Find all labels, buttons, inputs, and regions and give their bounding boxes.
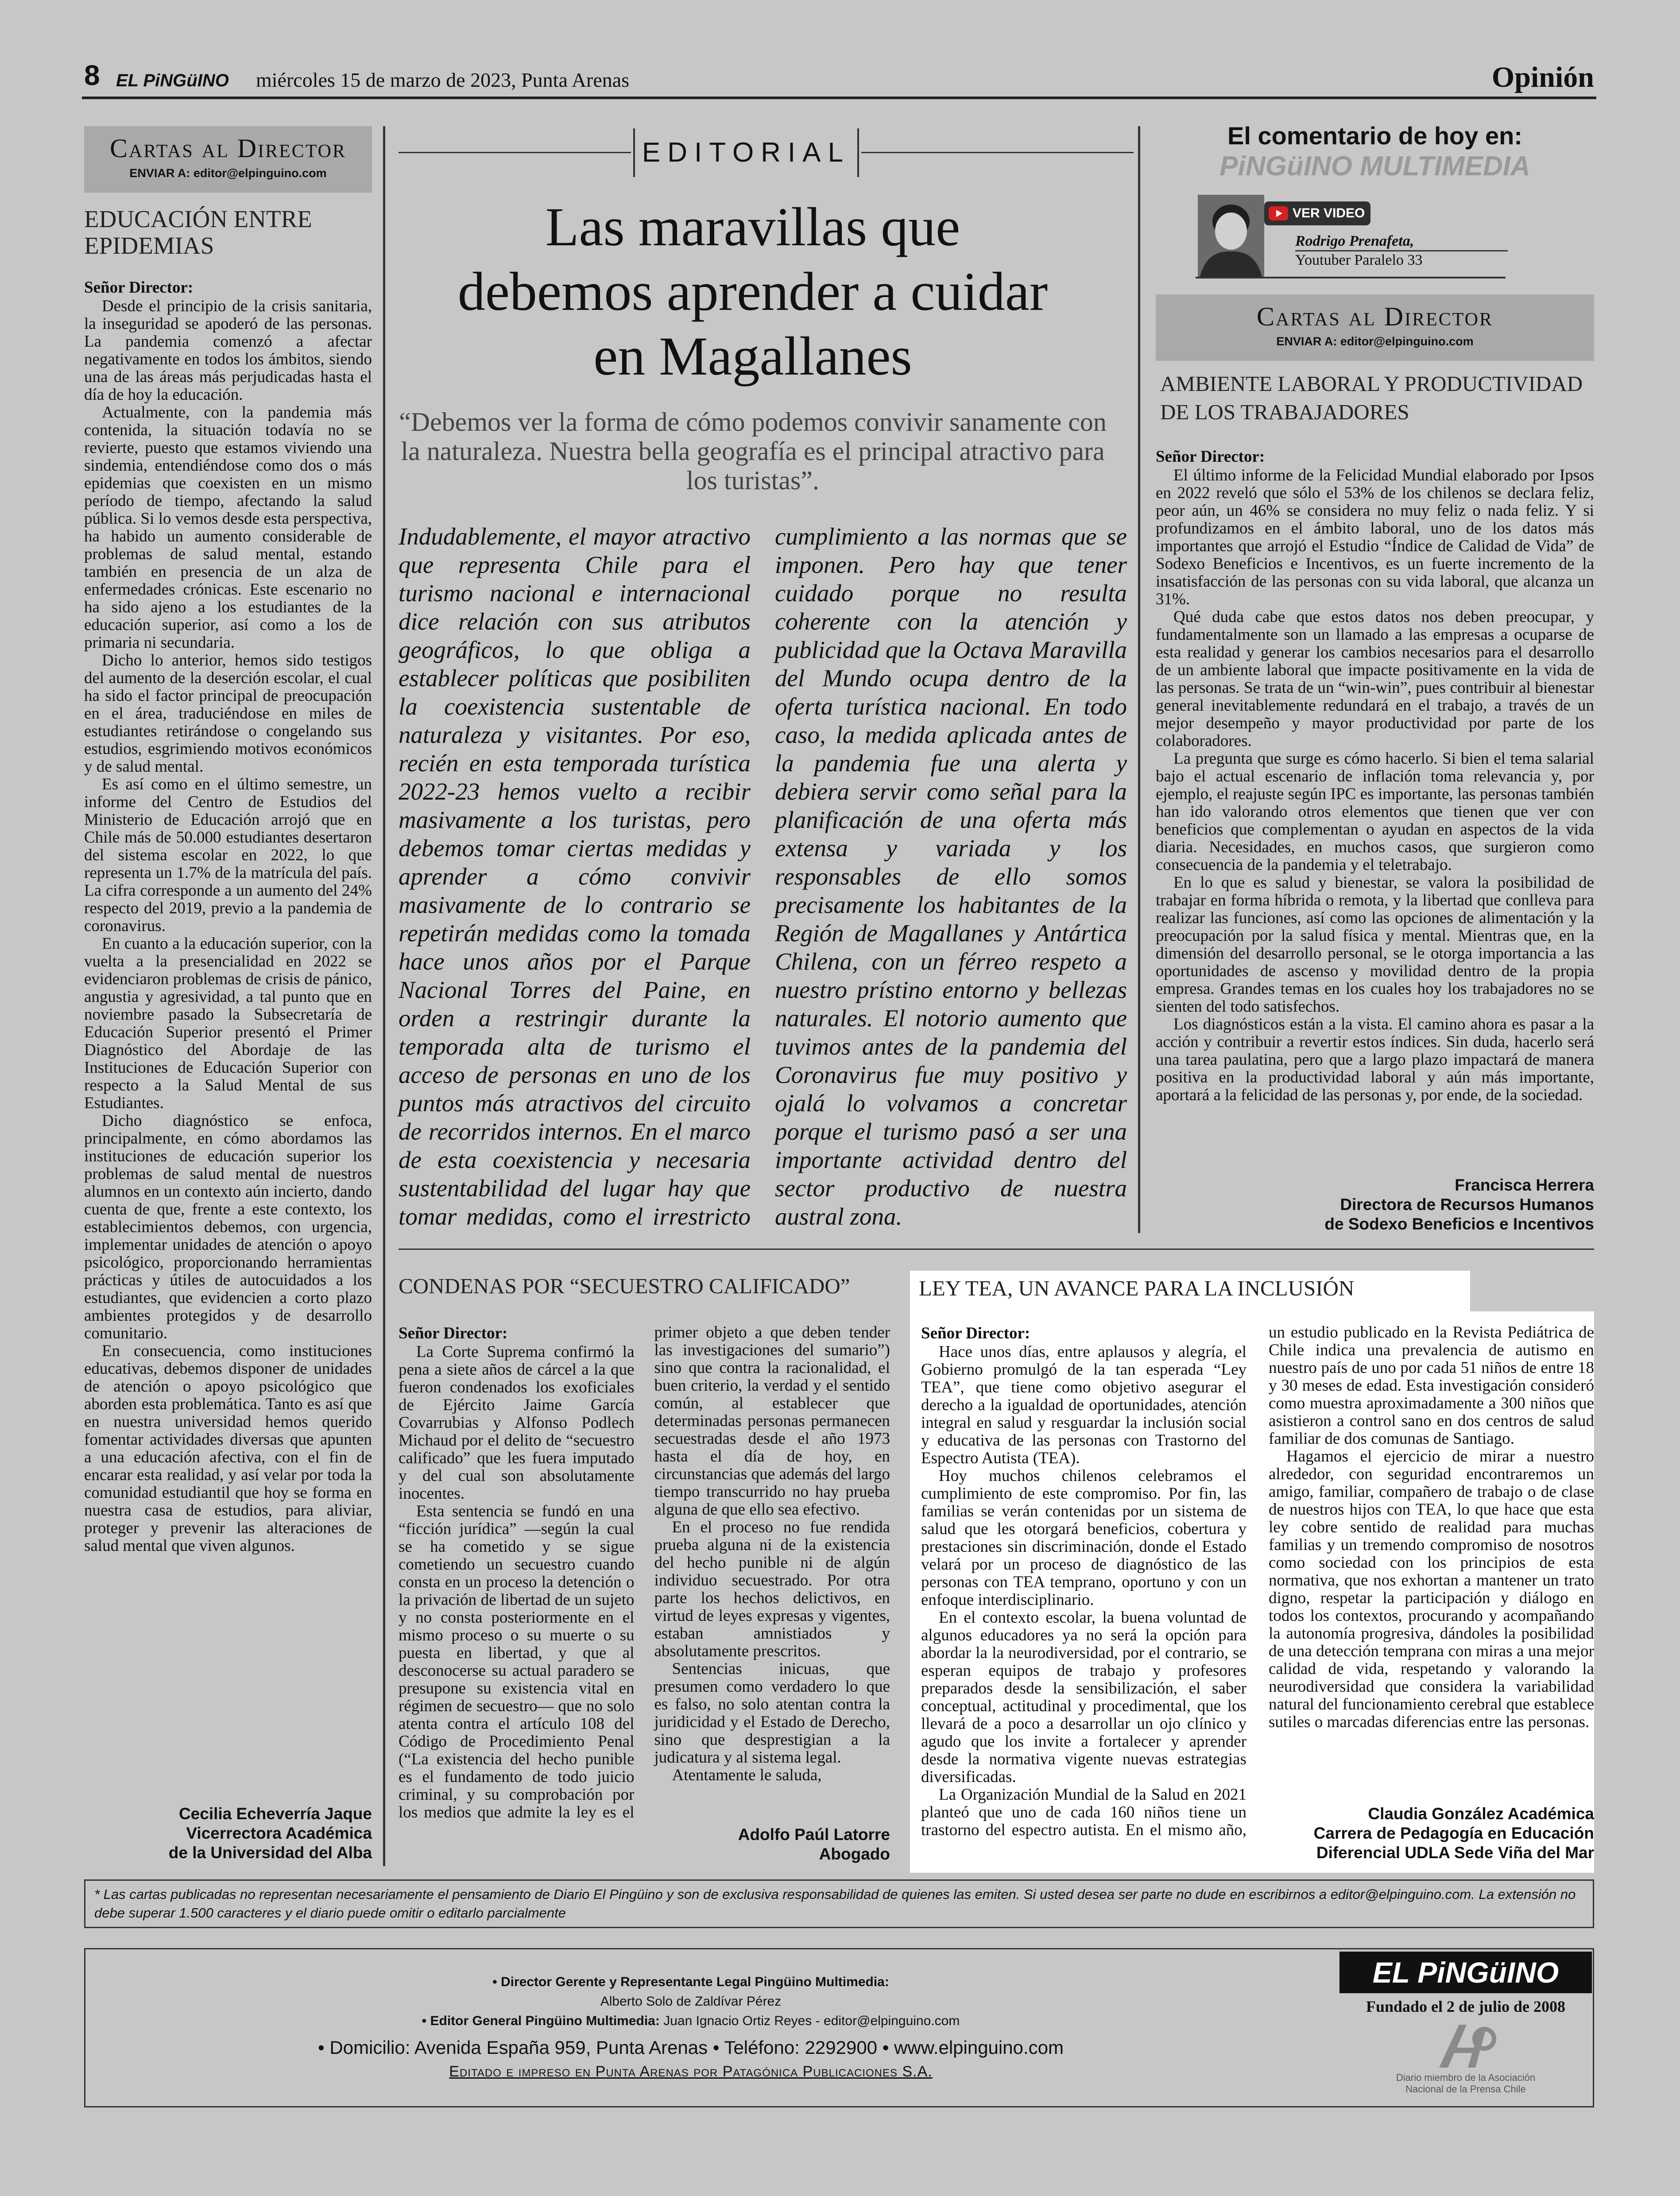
signature-line: Directora de Recursos Humanos — [1340, 1195, 1594, 1214]
left-letter-paragraph: Dicho diagnóstico se enfoca, principalmente, en cómo abordamos las instituciones de educación superior los problemas de salud mental de nuestros alumnos en un contexto aún incierto, dando cuenta de que, frente a este contexto, los establecimientos debemos, con urgencia, implementar unidades de atención o apoyo psicológico, proporcionando herramientas prácticas y útiles de autocuidados a los estudiantes, que evidencien a corto plazo ambientes protegidos y de desarrollo comunitario. — [84, 1112, 372, 1342]
cartas-title: Cartas al Director — [109, 134, 347, 163]
left-letter-signature — [84, 1804, 372, 1863]
editorial-rule-right — [861, 152, 1134, 153]
tea-paragraph: Hoy muchos chilenos celebramos el cumplimiento de este compromiso. Por fin, las familias se verán contenidas por un sistema de salud que les otorgará beneficios, cobertura y prestaciones sin discriminación, donde el Estado velará por un proceso de diagnóstico de las personas con TEA temprano, oportuno y con un enfoque interdisciplinario. — [921, 1467, 1246, 1609]
editorial-title: Las maravillas que debemos aprender a cuidar en Magallanes — [457, 197, 1048, 387]
header-rule — [82, 97, 1596, 99]
presenter-role: Youtuber Paralelo 33 — [1295, 252, 1423, 268]
editorial-label-box — [633, 128, 859, 177]
disclaimer-box — [84, 1879, 1594, 1928]
tea-paragraph: En el contexto escolar, la buena voluntad de algunos educadores ya no será la opción para abordar la la neurodiversidad, por el contrario, se esperan equipos de trabajo y profesores preparados desde la sensibilización, el saber conceptual, actitudinal y procedimental, que los llevará de a poco a desarrollar un ojo clínico y agudo que los invite a fortalecer y aprender desde la normativa vigente nuevas estrategias diversificadas. — [921, 1608, 1246, 1786]
cartas-box-right — [1156, 294, 1594, 361]
condenas-paragraph: Sentencias inicuas, que presumen como verdadero lo que es falso, no solo atentan contra la juridicidad y el Estado de Derecho, sino que desprestigian a la judicatura y al sistema legal. — [654, 1660, 890, 1767]
left-letter-paragraph: En consecuencia, como instituciones educativas, debemos disponer de unidades de atención o apoyo psicológico que aborden esta problemática. Tanto es así que en nuestra universidad hemos querido fomentar actividades diversas que apunten a una educación afectiva, con el fin de encarar esta realidad, y así velar por toda la comunidad estudiantil que hoy se forma en nuestra casa de estudios, para aliviar, proteger y prevenir las alteraciones de salud mental que viven algunos. — [84, 1342, 372, 1555]
right-letter-salute: Señor Director: — [1156, 448, 1265, 466]
anp-text: Diario miembro de la Asociación Nacional de la Prensa Chile — [1396, 2072, 1536, 2095]
person-icon — [1198, 195, 1264, 277]
footer-credits — [248, 1972, 1134, 2081]
condenas-letter — [399, 1324, 890, 1829]
contact-line: • Domicilio: Avenida España 959, Punta Arenas • Teléfono: 2292900 • www.elpinguino.com — [318, 2037, 1064, 2058]
printed-line: Editado e impreso en Punta Arenas por Patagónica Publicaciones S.A. — [449, 2063, 933, 2080]
signature-line: Francisca Herrera — [1455, 1176, 1594, 1194]
editorial-rule-left — [399, 152, 631, 153]
editor-line — [248, 2011, 1134, 2031]
presenter-caption — [1295, 232, 1508, 269]
tea-letter — [921, 1324, 1594, 1846]
multimedia-rule — [1196, 277, 1506, 278]
director-name: Alberto Solo de Zaldívar Pérez — [600, 1994, 782, 2009]
tea-signature — [1258, 1804, 1594, 1863]
page-number: 8 — [84, 59, 100, 91]
left-letter-salute: Señor Director: — [84, 278, 194, 297]
footer-logo-text: EL PiNGüINO — [1372, 1956, 1559, 1989]
left-letter-paragraph: Actualmente, con la pandemia más contenida, la situación todavía no se revierte, puesto que estamos viviendo una sindemia, entendiéndose como dos o más epidemias que coexisten en un mismo período de tiempo, afectando la salud pública. Si lo vemos desde esta perspectiva, ha habido un aumento considerable de problemas de salud mental, estando también en presencia de un alza de enfermedades crónicas. Este escenario no ha sido ajeno a los estudiantes de la educación superior, así como a los de primaria ni secundaria. — [84, 403, 372, 652]
right-letter-paragraph: La pregunta que surge es cómo hacerlo. Si bien el tema salarial bajo el actual escenario de inflación toma relevancia y, por ejemplo, el reajuste según IPC es importante, las personas también han ido valorando otros elementos que tienen que ver con beneficios que complementan o ayudan en aspectos de la vida diaria. Necesidades, en muchos casos, que surgieron como consecuencia de la pandemia y el teletrabajo. — [1156, 750, 1594, 874]
left-letter-paragraph: Desde el principio de la crisis sanitaria, la inseguridad se apoderó de las personas. La pandemia comenzó a afectar negativamente en todos los ámbitos, siendo una de las áreas más perjudicadas hasta el día de hoy la educación. — [84, 297, 372, 404]
editorial-quote: “Debemos ver la forma de cómo podemos convivir sanamente con la naturaleza. Nuestra bella geografía es el principal atractivo para los turistas”. — [399, 407, 1107, 495]
header-brand: EL PiNGüINO — [116, 71, 229, 90]
signature-line: Adolfo Paúl Latorre — [738, 1825, 890, 1844]
signature-line: Vicerrectora Académica — [186, 1824, 372, 1842]
section-title: Opinión — [1491, 61, 1594, 93]
disclaimer-text: * Las cartas publicadas no representan necesariamente el pensamiento de Diario El Pingüino y son de exclusiva responsabilidad de quienes las emiten. Si usted desea ser parte no dude en escribirnos a editor@elpinguino.com. La extensión no debe superar 1.500 caracteres y el diario puede omitir o editarlo parcialmente — [94, 1887, 1576, 1921]
cartas-send: ENVIAR A: editor@elpinguino.com — [129, 166, 327, 180]
tea-headline: LEY TEA, UN AVANCE PARA LA INCLUSIÓN — [919, 1276, 1355, 1300]
condenas-paragraph: En el proceso no fue rendida prueba alguna ni de la existencia del hecho punible ni de algún individuo secuestrado. Por otra parte los hechos delictivos, en virtud de leyes expresas y vigentes, estaban amnistiados y absolutamente prescritos. — [654, 1518, 890, 1660]
multimedia-title: El comentario de hoy en: — [1227, 122, 1522, 150]
presenter-photo — [1198, 195, 1264, 277]
multimedia-brand: PiNGüINO MULTIMEDIA — [1219, 151, 1530, 182]
right-letter-paragraph: Qué duda cabe que estos datos nos deben preocupar, y fundamentalmente son un llamado a las empresas a ocuparse de esta realidad y generar los cambios necesarios para el desarrollo de un ambiente laboral que impacte positivamente en la vida de las personas. Se trata de un “win-win”, pues contribuir al bienestar general inevitablemente redundará en el trabajo, a través de un mejor desempeño y mayor productividad por parte de los colaboradores. — [1156, 608, 1594, 750]
tea-paragraph: Hace unos días, entre aplausos y alegría, el Gobierno promulgó de la tan esperada “Ley TEA”, que tiene como objetivo asegurar el derecho a la igualdad de oportunidades, atención integral en salud y resguardar la inclusión social y educativa de las personas con Trastorno del Espectro Autista (TEA). — [921, 1343, 1246, 1467]
condenas-headline: CONDENAS POR “SECUESTRO CALIFICADO” — [399, 1274, 850, 1298]
tea-paragraph: Hagamos el ejercicio de mirar a nuestro alrededor, con seguridad encontraremos un amigo, familiar, compañero de trabajo o de clase de nuestros hijos con TEA, lo que hace que esta ley cobre sentido de realidad para muchas familias y un tremendo compromiso de nosotros como sociedad con los principios de esta normativa, que nos exhortan a mantener un trato digno, respetar la participación y diálogo en todos los contextos, procurando y acompañando la autonomía progresiva, dándoles la posibilidad de una detección temprana con miras a una mejor calidad de vida, respetando y valorando la neurodiversidad que considera la variabilidad natural del funcionamiento cerebral que establece sutiles o marcadas diferencias entre las personas. — [1269, 1447, 1594, 1731]
signature-line: Claudia González Académica — [1368, 1805, 1594, 1823]
cartas-title: Cartas al Director — [1256, 302, 1494, 331]
left-letter-headline: EDUCACIÓN ENTRE EPIDEMIAS — [84, 205, 312, 259]
cartas-send: ENVIAR A: editor@elpinguino.com — [1276, 335, 1474, 348]
tea-salute: Señor Director: — [921, 1324, 1030, 1342]
footer-logo — [1339, 1952, 1592, 1993]
ver-video-button[interactable] — [1264, 201, 1370, 225]
tea-paragraph: La Organización Mundial de la Salud en 2021 planteó que uno de cada 160 niños tiene un trastorno del espectro autista. En el mismo año, un estudio publicado en la Revista Pediátrica de Chile indica una prevalencia de autismo en nuestro país de uno por cada 51 niños de entre 18 y 30 meses de edad. Esta investigación consideró como muestra aproximadamente a 300 niños que asistieron a control sano en dos centros de salud familiar de dos comunas de Santiago. — [921, 1323, 1594, 1839]
section-rule — [399, 1249, 1594, 1250]
presenter-name: Rodrigo Prenafeta, — [1295, 232, 1508, 251]
condenas-salute: Señor Director: — [399, 1324, 508, 1342]
left-letter-paragraph: Dicho lo anterior, hemos sido testigos del aumento de la deserción escolar, el cual ha sido el factor principal de preocupación en el área, traduciéndose en miles de estudiantes retirándose o congelando sus estudios, esgrimiendo motivos económicos y de salud mental. — [84, 651, 372, 776]
tea-box-notch — [1470, 1271, 1594, 1311]
editor-value: Juan Ignacio Ortiz Reyes - editor@elpinguino.com — [663, 2014, 960, 2028]
signature-line: Cecilia Echeverría Jaque — [178, 1805, 372, 1823]
cartas-box-left — [84, 126, 372, 193]
column-divider — [383, 126, 385, 1866]
editor-label: • Editor General Pingüino Multimedia: — [422, 2014, 660, 2028]
signature-line: Abogado — [819, 1845, 890, 1863]
condenas-paragraph: Esta sentencia se fundó en una “ficción jurídica” —según la cual se ha cometido y se sigue cometiendo un secuestro cuando consta en un proceso la detención o la privación de libertad de un sujeto y no consta posteriormente en el mismo proceso o su muerte o su puesta en libertad, y que al desconocerse su actual paradero se presupone su existencia vital en régimen de secuestro— que no solo atenta contra el artículo 108 del Código de Procedimiento Penal (“La existencia del hecho punible es el fundamento de todo juicio criminal, y su comprobación por los medios que admite la ley es el primer objeto a que deben tender las investigaciones del sumario”) sino que contra la racionalidad, el buen criterio, la verdad y el sentido común, al establecer que determinadas personas permanecen secuestradas desde el año 1973 hasta el día de hoy, en circunstancias que además del largo tiempo transcurrido no hay prueba alguna de que ello sea efectivo. — [399, 1323, 890, 1821]
right-letter-headline: AMBIENTE LABORAL Y PRODUCTIVIDAD DE LOS TRABAJADORES — [1160, 371, 1583, 424]
signature-line: Diferencial UDLA Sede Viña del Mar — [1316, 1844, 1594, 1862]
right-letter-paragraph: Los diagnósticos están a la vista. El camino ahora es pasar a la acción y contribuir a revertir estos índices. Sin duda, hacerlo será una tarea paulatina, pero que a largo plazo impactará de manera positiva en la productividad laboral y aún más importante, aportará a la felicidad de las personas y, por ende, de la sociedad. — [1156, 1015, 1594, 1104]
right-letter-paragraph: El último informe de la Felicidad Mundial elaborado por Ipsos en 2022 reveló que sólo el 53% de los chilenos se declara feliz, peor aún, un 46% se considera no muy feliz o nada feliz. Y si profundizamos en el ámbito laboral, uno de los datos más importantes que arrojó el Estudio “Índice de Calidad de Vida” de Sodexo Beneficios e Incentivos, es un fuerte incremento de la insatisfacción de las personas con su vida laboral, que alcanza un 31%. — [1156, 466, 1594, 608]
right-letter-signature — [1156, 1175, 1594, 1234]
ver-video-label: VER VIDEO — [1293, 206, 1365, 220]
right-letter-paragraph: En lo que es salud y bienestar, se valora la posibilidad de trabajar en forma híbrida o remota, y la libertad que conlleva para realizar las funciones, así como las opciones de alimentación y la preocupación por la salud física y mental. Mientras que, en la dimensión del desarrollo personal, se le otorga importancia a las oportunidades de ascenso y movilidad dentro de la propia empresa. Grandes temas en los cuales hoy los trabajadores no se sienten del todo satisfechos. — [1156, 874, 1594, 1016]
play-icon — [1269, 206, 1288, 220]
director-label: • Director Gerente y Representante Legal Pingüino Multimedia: — [492, 1975, 889, 1989]
editorial-label: EDITORIAL — [642, 137, 851, 168]
signature-line: de la Universidad del Alba — [168, 1844, 372, 1862]
left-letter-paragraph: En cuanto a la educación superior, con la vuelta a la presencialidad en 2022 se evidenciaron problemas de crisis de pánico, angustia y agresividad, a tal punto que en noviembre pasado la Subsecretaría de Educación Superior presentó el Primer Diagnóstico del Abordaje de las Instituciones de Educación Superior con respecto a la Salud Mental de sus Estudiantes. — [84, 935, 372, 1112]
column-divider — [1138, 126, 1140, 1233]
footer-founded: Fundado el 2 de julio de 2008 — [1366, 1998, 1566, 2015]
anp-mark-icon — [1435, 2021, 1497, 2070]
condenas-signature — [664, 1825, 890, 1864]
editorial-body — [399, 522, 1127, 1240]
condenas-paragraph: La Corte Suprema confirmó la pena a siete años de cárcel a la que fueron condenados los exoficiales de Ejército Jaime García Covarrubias y Alfonso Podlech Michaud por el delito de “secuestro calificado” que les fuera imputado y del cual son absolutamente inocentes. — [399, 1343, 635, 1503]
condenas-paragraph: Atentamente le saluda, — [672, 1766, 822, 1784]
header-date: miércoles 15 de marzo de 2023, Punta Arenas — [256, 69, 630, 91]
left-letter-paragraph: Es así como en el último semestre, un informe del Centro de Estudios del Ministerio de Educación arrojó que en Chile más de 50.000 estudiantes desertaron del sistema escolar en 2022, lo que representa un 1.7% de la matrícula del país. La cifra corresponde a un aumento del 24% respecto del 2019, previo a la pandemia de coronavirus. — [84, 775, 372, 935]
right-letter — [1156, 447, 1594, 1104]
signature-line: Carrera de Pedagogía en Educación — [1313, 1824, 1594, 1842]
left-letter — [84, 278, 372, 1555]
anp-logo — [1395, 2021, 1537, 2072]
signature-line: de Sodexo Beneficios e Incentivos — [1324, 1215, 1594, 1233]
editorial-body-text: Indudablemente, el mayor atractivo que representa Chile para el turismo nacional e internacional dice relación con sus atributos geográficos, lo que obliga a establecer políticas que posibiliten la coexistencia sustentable de naturaleza y visitantes. Por eso, recién en esta temporada turística 2022-23 hemos vuelto a recibir masivamente a los turistas, pero debemos tomar ciertas medidas y aprender a cómo convivir masivamente de lo contrario se repetirán medidas como la tomada hace unos años por el Parque Nacional Torres del Paine, en orden a restringir durante la temporada alta de turismo el acceso de personas en uno de los puntos más atractivos del circuito de recorridos internos. En el marco de esta coexistencia y necesaria sustentabilidad del lugar hay que tomar medidas, como el irrestricto cumplimiento a las normas que se imponen. Pero hay que tener cuidado porque no resulta coherente con la atención y publicidad que la Octava Maravilla del Mundo ocupa dentro de la oferta turística nacional. En todo caso, la medida aplicada antes de la pandemia fue una alerta y debiera servir como señal para la planificación de una oferta más extensa y variada y los responsables de ello somos precisamente los habitantes de la Región de Magallanes y Antártica Chilena, con un férreo respeto a nuestro prístino entorno y bellezas naturales. El notorio aumento que tuvimos antes de la pandemia del Coronavirus fue muy positivo y ojalá lo volvamos a concretar porque el turismo pasó a ser una importante actividad dentro del sector productivo de nuestra austral zona. — [399, 523, 1127, 1230]
